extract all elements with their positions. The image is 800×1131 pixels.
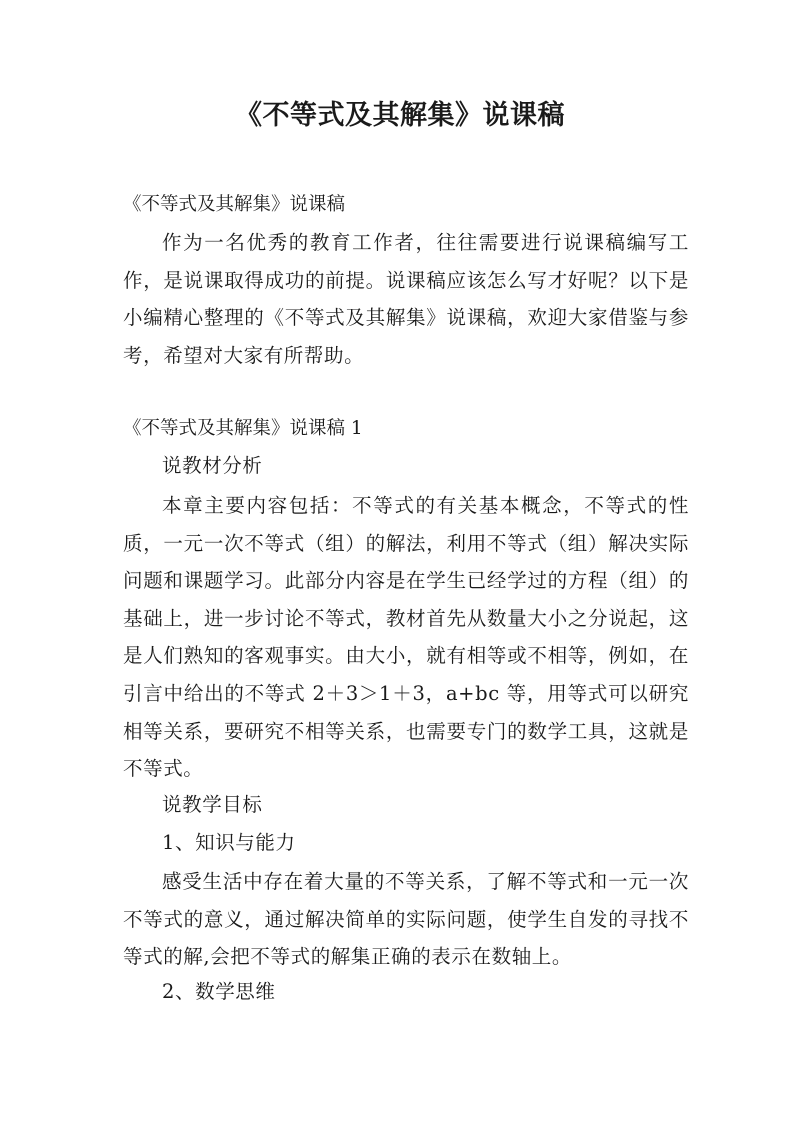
goal-item-2: 2、数学思维 — [162, 980, 276, 1003]
document-title: 《不等式及其解集》说课稿 — [235, 100, 565, 131]
goal-1-paragraph: 感受生活中存在着大量的不等关系，了解不等式和一元一次不等式的意义，通过解决简单的实际问题，使学生自发的寻找不等式的解,会把不等式的解集正确的表示在数轴上。 — [123, 870, 689, 969]
intro-paragraph: 作为一名优秀的教育工作者，往往需要进行说课稿编写工作，是说课取得成功的前提。说课稿应该怎么写才好呢？以下是小编精心整理的《不等式及其解集》说课稿，欢迎大家借鉴与参考，希望对大家有所帮助。 — [123, 231, 689, 367]
goal-item-1: 1、知识与能力 — [162, 831, 296, 854]
subtitle: 《不等式及其解集》说课稿 — [123, 194, 346, 215]
textbook-analysis-paragraph: 本章主要内容包括：不等式的有关基本概念，不等式的性质，一元一次不等式（组）的解法，利用不等式（组）解决实际问题和课题学习。此部分内容是在学生已经学过的方程（组）的基础上，进一步讨论不等式，教材首先从数量大小之分说起，这是人们熟知的客观事实。由大小，就有相等或不相等，例如，在引言中给出的不等式 2＋3＞1＋3，a+bc 等，用等式可以研究相等关系，要研究不相等关系，也需要专门的数学工具，这就是不等式。 — [123, 494, 689, 781]
heading-textbook-analysis: 说教材分析 — [162, 454, 263, 477]
heading-teaching-goals: 说教学目标 — [162, 793, 263, 816]
section-1-title: 《不等式及其解集》说课稿 1 — [123, 418, 363, 439]
